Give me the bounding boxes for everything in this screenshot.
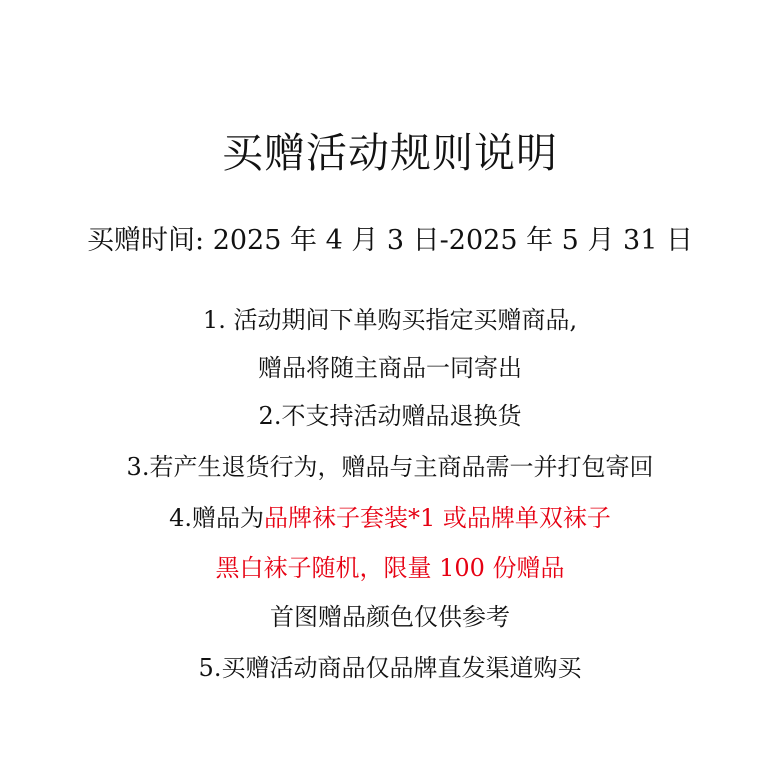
rule-4-line-3: 首图赠品颜色仅供参考 [270, 603, 510, 631]
rule-2: 2.不支持活动赠品退换货 [258, 402, 522, 430]
rule-1-line-1: 1. 活动期间下单购买指定买赠商品, [202, 306, 578, 334]
rule-4-line-2: 黑白袜子随机，限量 100 份赠品 [215, 554, 565, 582]
rule-4-gift-highlight: 品牌袜子套装*1 或品牌单双袜子 [264, 504, 611, 532]
rule-4-prefix: 4.赠品为 [169, 504, 264, 532]
rule-3: 3.若产生退货行为，赠品与主商品需一并打包寄回 [126, 453, 654, 481]
rule-1-line-2: 赠品将随主商品一同寄出 [258, 354, 522, 382]
page-title: 买赠活动规则说明 [222, 129, 558, 177]
promotion-period: 买赠时间: 2025 年 4 月 3 日-2025 年 5 月 31 日 [87, 225, 693, 256]
rule-5: 5.买赠活动商品仅品牌直发渠道购买 [198, 654, 582, 682]
rule-4-line-1 [0, 506, 780, 530]
